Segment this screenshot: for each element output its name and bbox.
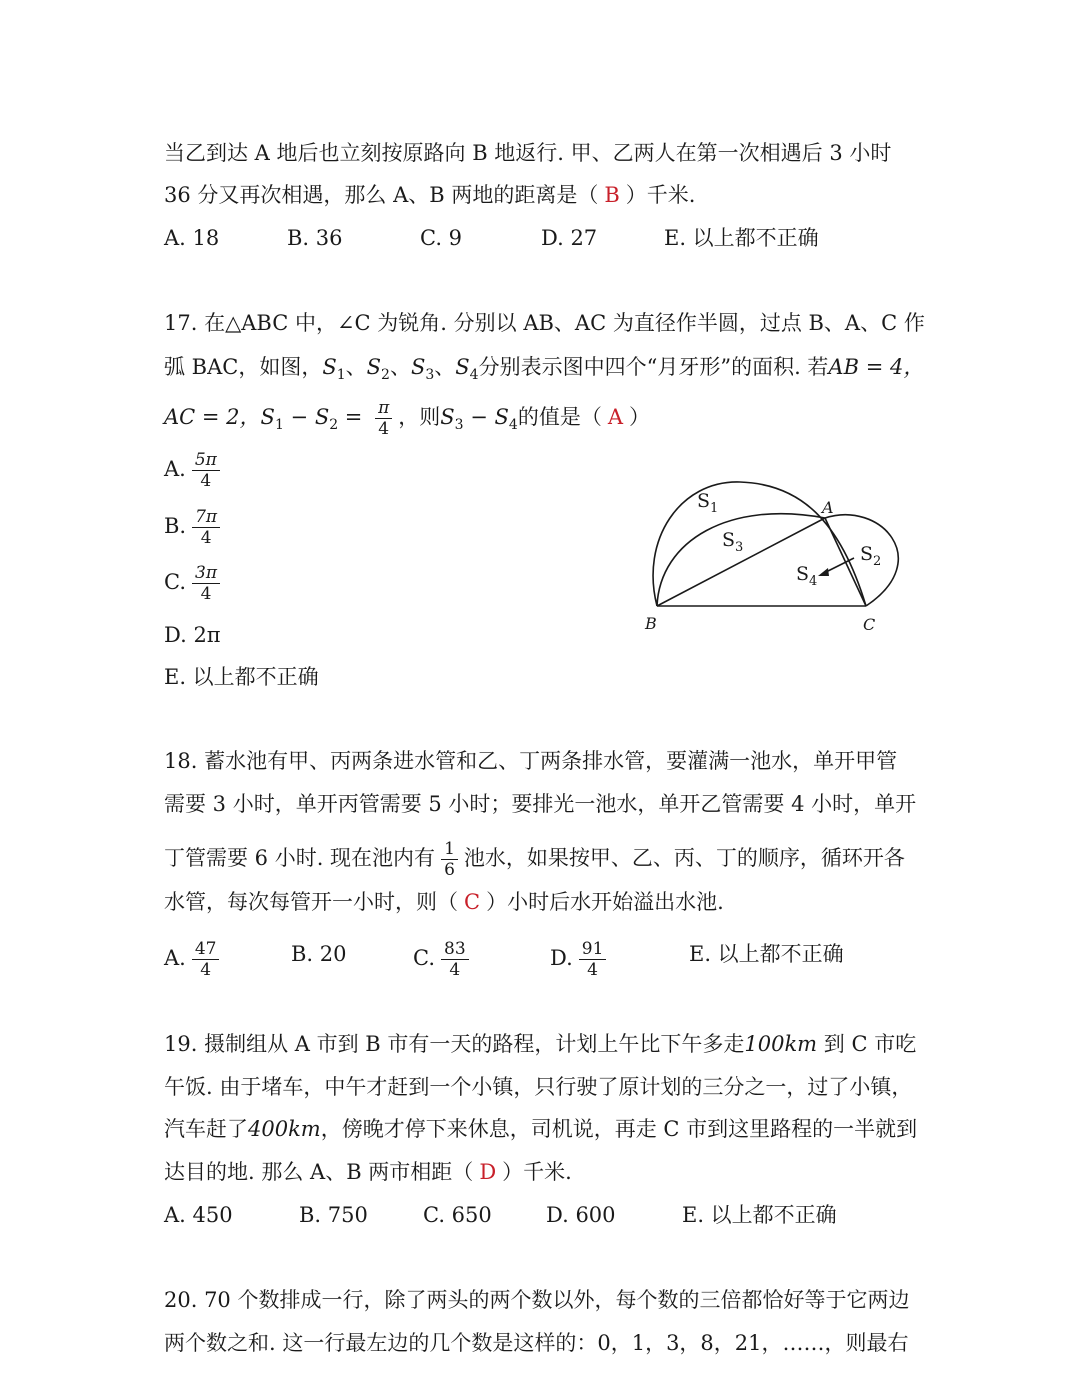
q17-geometry-figure [630, 470, 920, 640]
q19-option-d: D. 600 [546, 1203, 616, 1227]
segment-ab [657, 518, 825, 606]
svg-text:S3: $S_3$ [722, 529, 744, 555]
q18-option-e: E. 以上都不正确 [689, 942, 844, 966]
q18-answer: C [464, 890, 481, 914]
q17-option-d: D. 2π [164, 623, 221, 647]
point-c-label: C [863, 615, 876, 634]
q18-option-c: C. $\frac{83}{4}$ [413, 939, 475, 980]
q19-line2: 午饭. 由于堵车，中午才赶到一个小镇，只行驶了原计划的三分之一，过了小镇， [164, 1075, 913, 1099]
q16-answer: B [604, 183, 620, 207]
arc-bac [653, 482, 866, 606]
q18-option-b: B. 20 [291, 942, 347, 966]
q17-option-a: A. $\frac{5\pi}{4}$ [164, 450, 226, 491]
q18-line3: 丁管需要 6 小时. 现在池内有 $\frac{1}{6}$ 池水，如果按甲、乙、丙、丁的顺序，循环开各 [164, 839, 905, 880]
q19-answer: D [479, 1160, 497, 1184]
q17-line2: 弧 BAC，如图，$S_1$、$S_2$、$S_3$、$S_4$分别表示图中四个“月牙形”的面积. 若AB = 4， [164, 355, 925, 383]
q16-option-b: B. 36 [287, 226, 343, 250]
q17-line3: AC = 2，$S_1 - S_2$ = $\frac{\pi}{4}$ ，则$S_3 - S_4$的值是（ A ） [164, 398, 651, 439]
q18-line4: 水管，每次每管开一小时，则（ C ）小时后水开始溢出水池. [164, 890, 724, 914]
q19-line1: 19. 摄制组从 A 市到 B 市有一天的路程，计划上午比下午多走100km 到 C 市吃 [164, 1032, 917, 1056]
q18-option-d: D. $\frac{91}{4}$ [550, 939, 612, 980]
q19-option-e: E. 以上都不正确 [682, 1203, 837, 1227]
q16-option-e: E. 以上都不正确 [664, 226, 819, 250]
q17-option-c: C. $\frac{3\pi}{4}$ [164, 563, 226, 604]
q19-option-a: A. 450 [164, 1203, 233, 1227]
q18-line1: 18. 蓄水池有甲、丙两条进水管和乙、丁两条排水管，要灌满一池水，单开甲管 [164, 749, 898, 773]
q19-option-b: B. 750 [299, 1203, 368, 1227]
q18-option-a: A. $\frac{47}{4}$ [164, 939, 225, 980]
q20-line1: 20. 70 个数排成一行，除了两头的两个数以外，每个数的三倍都恰好等于它两边 [164, 1288, 910, 1312]
q19-option-c: C. 650 [423, 1203, 492, 1227]
q17-pi-over-4: $\frac{\pi}{4}$ [375, 398, 392, 439]
q20-line2: 两个数之和. 这一行最左边的几个数是这样的：0，1，3，8，21，……，则最右 [164, 1331, 909, 1355]
q16-line2: 36 分又再次相遇，那么 A、B 两地的距离是（ B ）千米. [164, 183, 696, 207]
point-a-label: A [822, 498, 834, 517]
q16-option-a: A. 18 [164, 226, 220, 250]
q18-line2: 需要 3 小时，单开丙管需要 5 小时；要排光一池水，单开乙管需要 4 小时，单开 [164, 792, 917, 816]
q17-option-e: E. 以上都不正确 [164, 665, 319, 689]
q17-answer: A [607, 405, 624, 429]
q17-line1: 17. 在△ABC 中，∠C 为锐角. 分别以 AB、AC 为直径作半圆，过点 B、A、C 作 [164, 311, 925, 335]
svg-text:S2: $S_2$ [860, 543, 882, 569]
q16-option-c: C. 9 [420, 226, 463, 250]
point-b-label: B [645, 614, 657, 633]
q19-line3: 汽车赶了400km，傍晚才停下来休息，司机说，再走 C 市到这里路程的一半就到 [164, 1117, 918, 1141]
q17-option-b: B. $\frac{7\pi}{4}$ [164, 507, 226, 548]
q19-line4: 达目的地. 那么 A、B 两市相距（ D ）千米. [164, 1160, 572, 1184]
s4-arrow-head [818, 568, 829, 576]
q16-option-d: D. 27 [541, 226, 598, 250]
q16-line1: 当乙到达 A 地后也立刻按原路向 B 地返行. 甲、乙两人在第一次相遇后 3 小时 [164, 141, 892, 165]
svg-text:S4: $S_4$ [796, 563, 818, 589]
svg-text:S1: $S_1$ [697, 490, 719, 516]
